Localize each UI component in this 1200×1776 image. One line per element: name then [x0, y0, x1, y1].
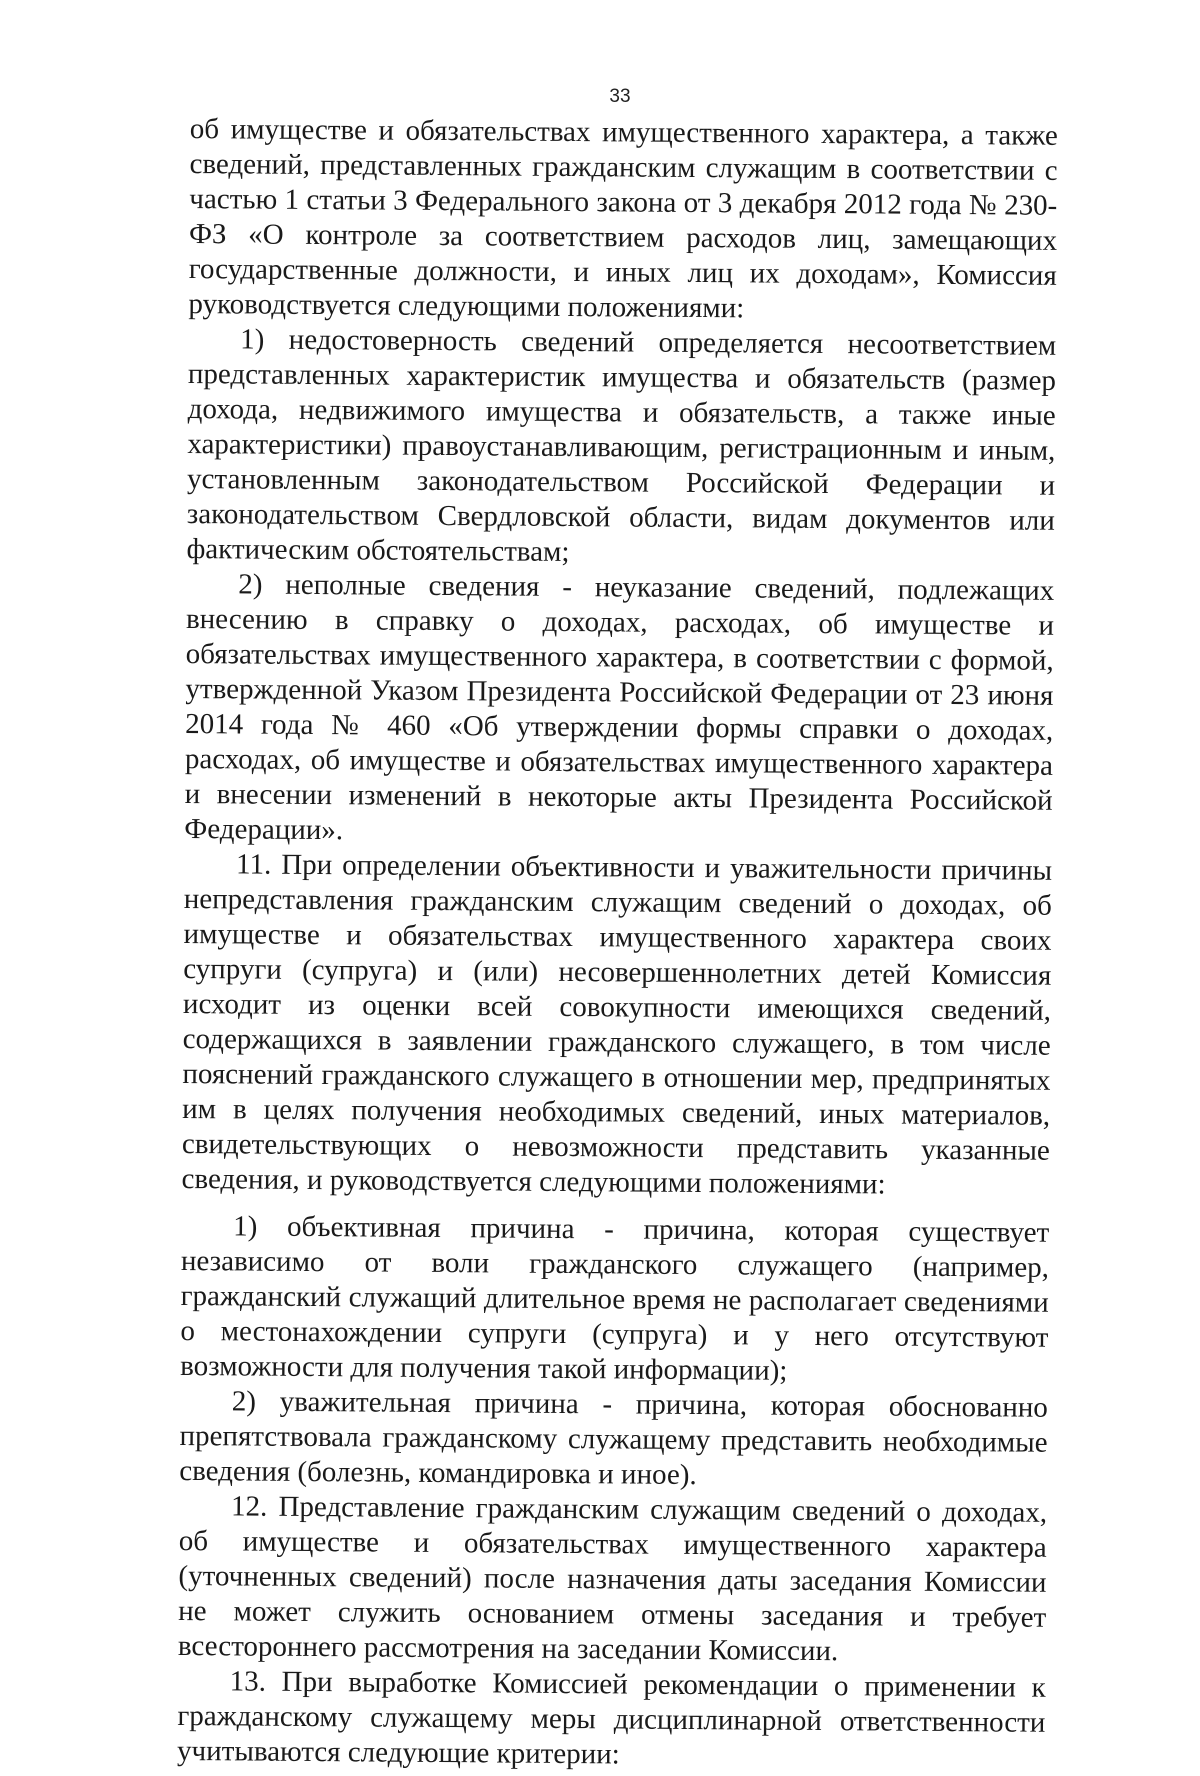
page-number: 33 — [609, 86, 631, 107]
paragraph-item-2-valid-reason: 2) уважительная причина - причина, которая обоснованно препятствовала гражданскому служащему представить необходимые сведения (болезнь, командировка и иное). — [179, 1385, 1048, 1492]
document-body — [177, 112, 1058, 1776]
paragraph-item-1-objective-reason: 1) объективная причина - причина, которая существует независимо от воли гражданского служащего (например, гражданский служащий длительное время не располагает сведениями о местонахождении супруги (супруга) и у него отсутствуют возможности для получения такой информации); — [180, 1210, 1050, 1387]
paragraph-item-1-unreliability: 1) недостоверность сведений определяется несоответствием представленных характеристик имущества и обязательств (размер дохода, недвижимого имущества и обязательств, а также иные характеристики) правоустанавливающим, регистрационным и иным, установленным законодательством Российской Федерации и законодательством Свердловской области, видам документов или фактическим обстоятельствам; — [186, 323, 1057, 568]
paragraph-item-2-incomplete: 2) неполные сведения - неуказание сведений, подлежащих внесению в справку о доходах, расходах, об имуществе и обязательствах имущественного характера, в соответствии с формой, утвержденной Указом Президента Российской Федерации от 23 июня 2014 года № 460 «Об утверждении формы справки о доходах, расходах, об имуществе и обязательствах имущественного характера и внесении изменений в некоторые акты Президента Российской Федерации». — [184, 568, 1055, 847]
paragraph-continuation: об имуществе и обязательствах имущественного характера, а также сведений, представленных гражданским служащим в соответствии с частью 1 статьи 3 Федерального закона от 3 декабря 2012 года № 230-ФЗ «О контроле за соответствием расходов лиц, замещающих государственные должности, и иных лиц их доходам», Комиссия руководствуется следующими положениями: — [188, 112, 1058, 325]
paragraph-clause-11: 11. При определении объективности и уважительности причины непредставления гражданским служащим сведений о доходах, об имуществе и обязательствах имущественного характера своих супруги (супруга) и (или) несовершеннолетних детей Комиссия исходит из оценки всей совокупности имеющихся сведений, содержащихся в заявлении гражданского служащего, в том числе пояснений гражданского служащего в отношении мер, предпринятых им в целях получения необходимых сведений, иных материалов, свидетельствующих о невозможности представить указанные сведения, и руководствуется следующими положениями: — [181, 848, 1053, 1201]
paragraph-clause-13: 13. При выработке Комиссией рекомендации о применении к гражданскому служащему меры дисциплинарной ответственности учитываются следующие критерии: — [177, 1665, 1046, 1771]
paragraph-clause-12: 12. Представление гражданским служащим сведений о доходах, об имуществе и обязательствах имущественного характера (уточненных сведений) после назначения даты заседания Комиссии не может служить основанием отмены заседания и требует всестороннего рассмотрения на заседании Комиссии. — [177, 1490, 1048, 1668]
